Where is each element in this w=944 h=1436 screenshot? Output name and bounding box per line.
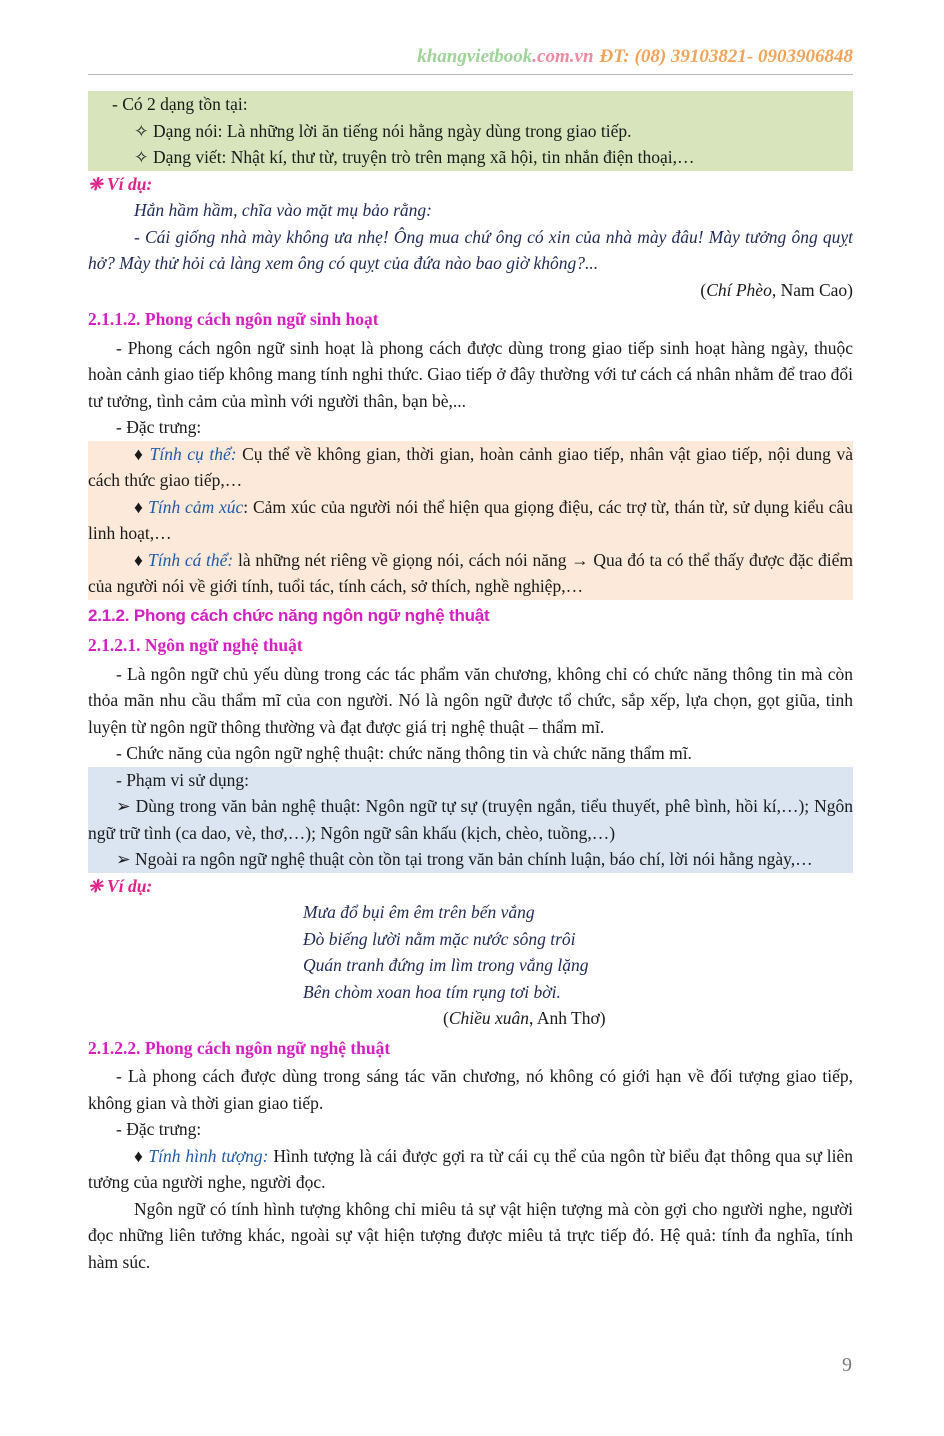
page-number: 9 [842,1354,852,1376]
example-label: ❈ Ví dụ: [88,875,153,896]
forms-written: ✧ Dạng viết: Nhật kí, thư từ, truyện trò trên mạng xã hội, tin nhắn điện thoại,… [134,147,695,167]
heading-2122: 2.1.2.2. Phong cách ngôn ngữ nghệ thuật [88,1037,391,1058]
scope-box [88,767,853,873]
heading-2112: 2.1.1.2. Phong cách ngôn ngữ sinh hoạt [88,309,379,329]
feature-emotion: ♦ Tính cảm xúc: Cảm xúc của người nói thể hiện qua giọng điệu, các trợ từ, thán từ, sử dụng kiểu câu linh hoạt,… [88,496,853,543]
header-domain: .com.vn [532,46,594,67]
features-box [88,441,853,600]
para-2122-def: - Là phong cách được dùng trong sáng tác văn chương, nó không có giới hạn về đối tượng giao tiếp, không gian và thời gian giao tiếp. [88,1066,853,1113]
feature-imagery: ♦ Tính hình tượng: Hình tượng là cái được gợi ra từ cái cụ thể của ngôn từ biểu đạt thông qua sự liên tưởng của người nghe, người đọc. [88,1145,854,1192]
para-2121-def: - Là ngôn ngữ chủ yếu dùng trong các tác phẩm văn chương, không chỉ có chức năng thông tin mà còn thỏa mãn nhu cầu thẩm mĩ của con người. Nó là ngôn ngữ được tổ chức, sắp xếp, lựa chọn, gọt giũa, tinh luyện từ ngôn ngữ thông thường và đạt được giá trị nghệ thuật – thẩm mĩ. [88,663,853,737]
example-label: ❈ Ví dụ: [88,173,153,194]
feature-term: Tính cụ thể: [149,443,237,464]
heading-2121: 2.1.2.1. Ngôn ngữ nghệ thuật [88,635,303,655]
forms-box [88,91,853,171]
feature-term: Tính cảm xúc [148,496,244,517]
poem-source-work: Chiều xuân [448,1008,530,1028]
poem-line: Bên chòm xoan hoa tím rụng tơi bời. [303,981,561,1002]
poem [88,899,853,1032]
heading-212: 2.1.2. Phong cách chức năng ngôn ngữ nghệ thuật [88,605,490,625]
para-2122-features-label: - Đặc trưng: [116,1119,202,1139]
forms-intro: - Có 2 dạng tồn tại: [112,94,248,114]
page-content [88,91,853,1275]
page-header [88,46,853,75]
feature-concrete: ♦ Tính cụ thể: Cụ thể về không gian, thời gian, hoàn cảnh giao tiếp, nhân vật giao tiếp, nội dung và cách thức giao tiếp,… [88,443,853,490]
scope-label: - Phạm vi sử dụng: [116,769,249,790]
example-quote-intro: Hắn hầm hầm, chĩa vào mặt mụ bảo rằng: [134,200,432,220]
para-2121-function: - Chức năng của ngôn ngữ nghệ thuật: chức năng thông tin và chức năng thẩm mĩ. [116,743,692,763]
para-2122-imagery-detail: Ngôn ngữ có tính hình tượng không chỉ miêu tả sự vật hiện tượng mà còn gợi cho người nghe, người đọc những liên tưởng khác, ngoài sự vật hiện tượng được miêu tả trực tiếp đó. Hệ quả: tính đa nghĩa, tính hàm súc. [88,1198,853,1272]
feature-term: Tính cá thể: [148,549,234,570]
scope-art: ➢ Dùng trong văn bản nghệ thuật: Ngôn ngữ tự sự (truyện ngắn, tiểu thuyết, phê bình, hồi kí,…); Ngôn ngữ trữ tình (ca dao, vè, thơ,…); Ngôn ngữ sân khấu (kịch, chèo, tuồng,…) [88,796,853,843]
poem-line: Mưa đổ bụi êm êm trên bến vắng [303,902,535,922]
example-source: (Chí Phèo, Nam Cao) [700,279,853,300]
header-phone: ĐT: (08) 39103821- 0903906848 [599,46,853,67]
poem-line: Quán tranh đứng im lìm trong vắng lặng [303,955,589,975]
para-2112-features-label: - Đặc trưng: [116,417,202,437]
feature-term: Tính hình tượng: [148,1145,269,1166]
poem-line: Đò biếng lười nằm mặc nước sông trôi [303,928,576,949]
header-site: khangvietbook [417,46,533,67]
scope-other: ➢ Ngoài ra ngôn ngữ nghệ thuật còn tồn tại trong văn bản chính luận, báo chí, lời nói hằng ngày,… [116,849,813,869]
feature-individual: ♦ Tính cá thể: là những nét riêng về giọng nói, cách nói năng → Qua đó ta có thể thấy được đặc điểm của người nói về giới tính, tuổi tác, tính cách, sở thích, nghề nghiệp,… [88,549,853,596]
para-2112-def: - Phong cách ngôn ngữ sinh hoạt là phong cách được dùng trong giao tiếp sinh hoạt hàng ngày, thuộc hoàn cảnh giao tiếp không mang tính nghi thức. Giao tiếp ở đây thường với tư cách cá nhân nhằm để trao đổi tư tưởng, tình cảm của mình với người thân, bạn bè,... [88,337,853,411]
poem-source: (Chiều xuân, Anh Thơ) [443,1008,606,1028]
example-source-work: Chí Phèo, [706,279,777,300]
example-quote-body: - Cái giống nhà mày không ưa nhẹ! Ông mua chứ ông có xin của nhà mày đâu! Mày tưởng ông quỵt hở? Mày thử hỏi cả làng xem ông có quỵt của đứa nào bao giờ không?... [88,226,853,273]
forms-spoken: ✧ Dạng nói: Là những lời ăn tiếng nói hằng ngày dùng trong giao tiếp. [134,120,632,141]
